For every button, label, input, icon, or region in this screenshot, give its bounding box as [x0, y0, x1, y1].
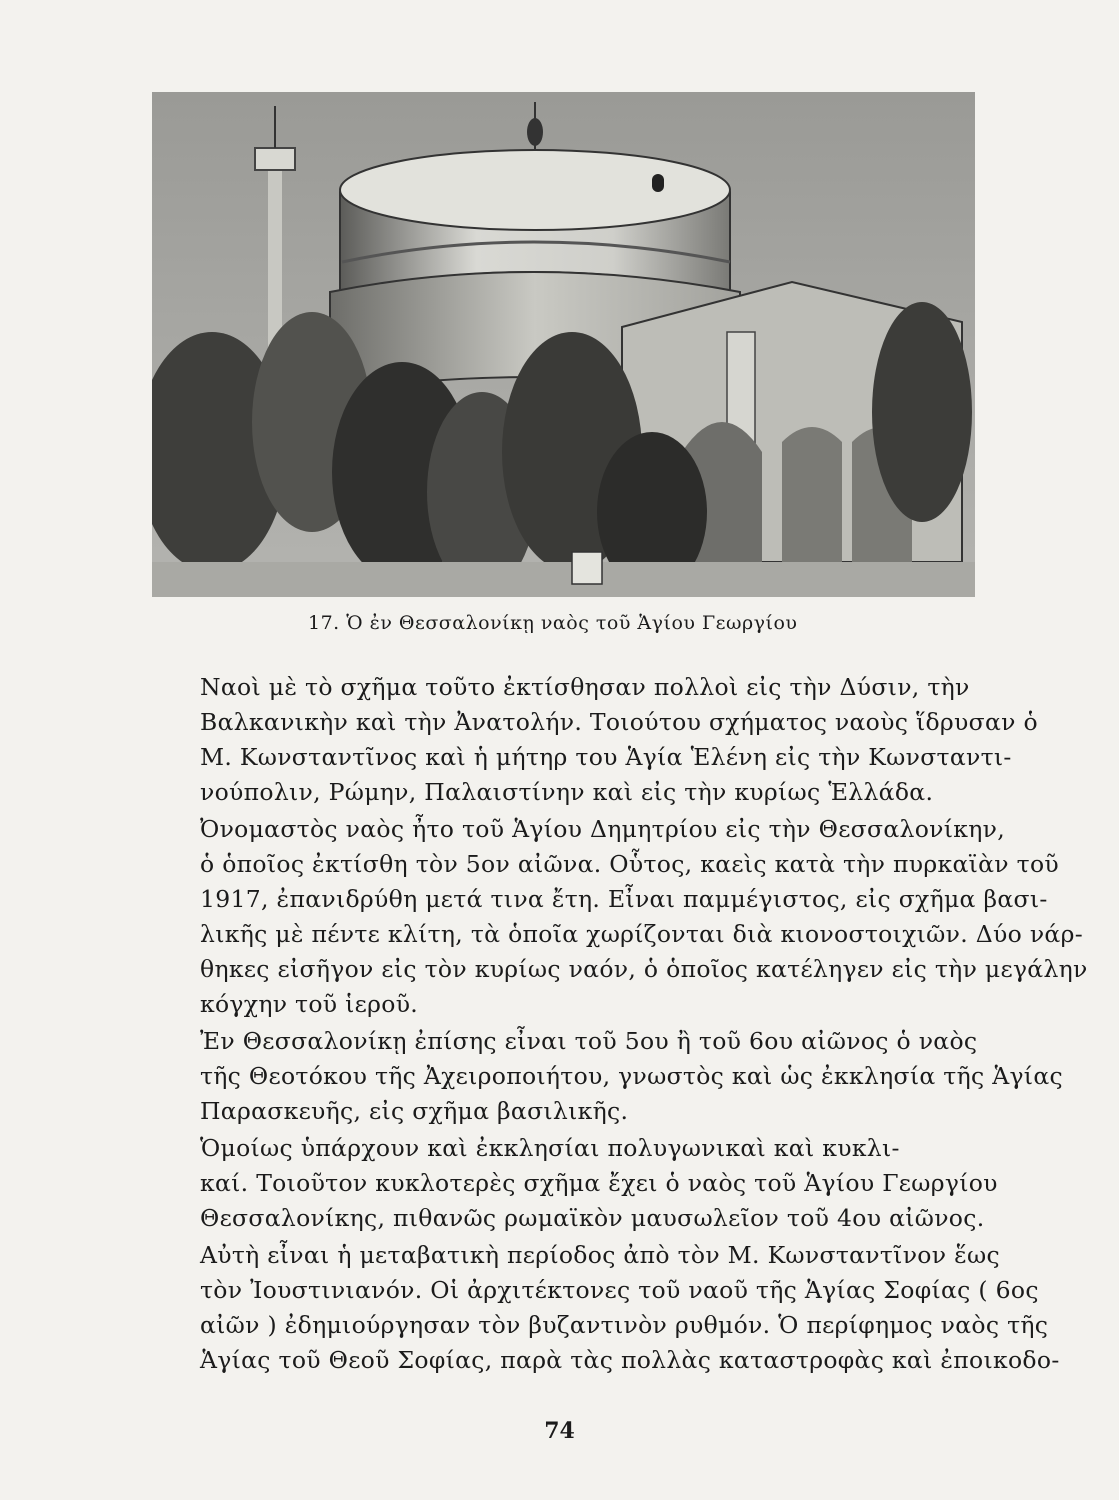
- text-line: Ἐν Θεσσαλονίκῃ ἐπίσης εἶναι τοῦ 5ου ἢ τοῦ 6ου αἰῶνος ὁ ναὸς: [200, 1027, 978, 1055]
- page-number: 74: [544, 1418, 575, 1444]
- text-line: Θεσσαλονίκης, πιθανῶς ρωμαϊκὸν μαυσωλεῖον τοῦ 4ου αἰῶνος.: [200, 1204, 985, 1232]
- photo-caption: 17. Ὁ ἐν Θεσσαλονίκῃ ναὸς τοῦ Ἁγίου Γεωργίου: [308, 612, 798, 634]
- body-text: [142, 670, 1088, 1380]
- text-line: τῆς Θεοτόκου τῆς Ἀχειροποιήτου, γνωστὸς καὶ ὡς ἐκκλησία τῆς Ἁγίας: [200, 1062, 1063, 1090]
- text-line: νούπολιν, Ρώμην, Παλαιστίνην καὶ εἰς τὴν κυρίως Ἑλλάδα.: [200, 778, 934, 806]
- text-line: λικῆς μὲ πέντε κλίτη, τὰ ὁποῖα χωρίζονται διὰ κιονοστοιχιῶν. Δύο νάρ-: [200, 920, 1083, 948]
- text-line: κόγχην τοῦ ἱεροῦ.: [200, 990, 419, 1018]
- text-line: αἰῶν ) ἐδημιούργησαν τὸν βυζαντινὸν ρυθμόν. Ὁ περίφημος ναὸς τῆς: [200, 1311, 1049, 1339]
- paragraph-1: [142, 670, 1038, 810]
- text-line: καί. Τοιοῦτον κυκλοτερὲς σχῆμα ἔχει ὁ ναὸς τοῦ Ἁγίου Γεωργίου: [200, 1169, 998, 1197]
- text-line: 1917, ἐπανιδρύθη μετά τινα ἔτη. Εἶναι παμμέγιστος, εἰς σχῆμα βασι-: [200, 885, 1048, 913]
- text-line: Αὐτὴ εἶναι ἡ μεταβατικὴ περίοδος ἀπὸ τὸν Μ. Κωνσταντῖνον ἕως: [200, 1241, 1000, 1269]
- rotunda-photograph: [152, 92, 975, 597]
- text-line: Μ. Κωνσταντῖνος καὶ ἡ μήτηρ του Ἁγία Ἑλένη εἰς τὴν Κωνσταντι-: [200, 743, 1012, 771]
- text-line: θηκες εἰσῆγον εἰς τὸν κυρίως ναόν, ὁ ὁποῖος κατέληγεν εἰς τὴν μεγάλην: [200, 955, 1088, 983]
- paragraph-4: [142, 1131, 1012, 1236]
- text-line: τὸν Ἰουστινιανόν. Οἱ ἀρχιτέκτονες τοῦ ναοῦ τῆς Ἁγίας Σοφίας ( 6ος: [200, 1276, 1039, 1304]
- text-line: Ὀνομαστὸς ναὸς ἦτο τοῦ Ἁγίου Δημητρίου εἰς τὴν Θεσσαλονίκην,: [200, 815, 1005, 843]
- paragraph-3: [142, 1024, 1063, 1129]
- text-line: Ναοὶ μὲ τὸ σχῆμα τοῦτο ἐκτίσθησαν πολλοὶ εἰς τὴν Δύσιν, τὴν: [200, 673, 970, 701]
- text-line: Βαλκανικὴν καὶ τὴν Ἀνατολήν. Τοιούτου σχήματος ναοὺς ἵδρυσαν ὁ: [200, 708, 1038, 736]
- text-line: Ἁγίας τοῦ Θεοῦ Σοφίας, παρὰ τὰς πολλὰς καταστροφὰς καὶ ἐποικοδο-: [200, 1346, 1060, 1374]
- text-line: Παρασκευῆς, εἰς σχῆμα βασιλικῆς.: [200, 1097, 629, 1125]
- paragraph-5: [142, 1238, 1060, 1378]
- paragraph-2: [142, 812, 1088, 1022]
- text-line: ὁ ὁποῖος ἐκτίσθη τὸν 5ον αἰῶνα. Οὗτος, καεὶς κατὰ τὴν πυρκαϊὰν τοῦ: [200, 850, 1059, 878]
- text-line: Ὁμοίως ὑπάρχουν καὶ ἐκκλησίαι πολυγωνικαὶ καὶ κυκλι-: [200, 1134, 900, 1162]
- rotunda-illustration: [152, 92, 975, 597]
